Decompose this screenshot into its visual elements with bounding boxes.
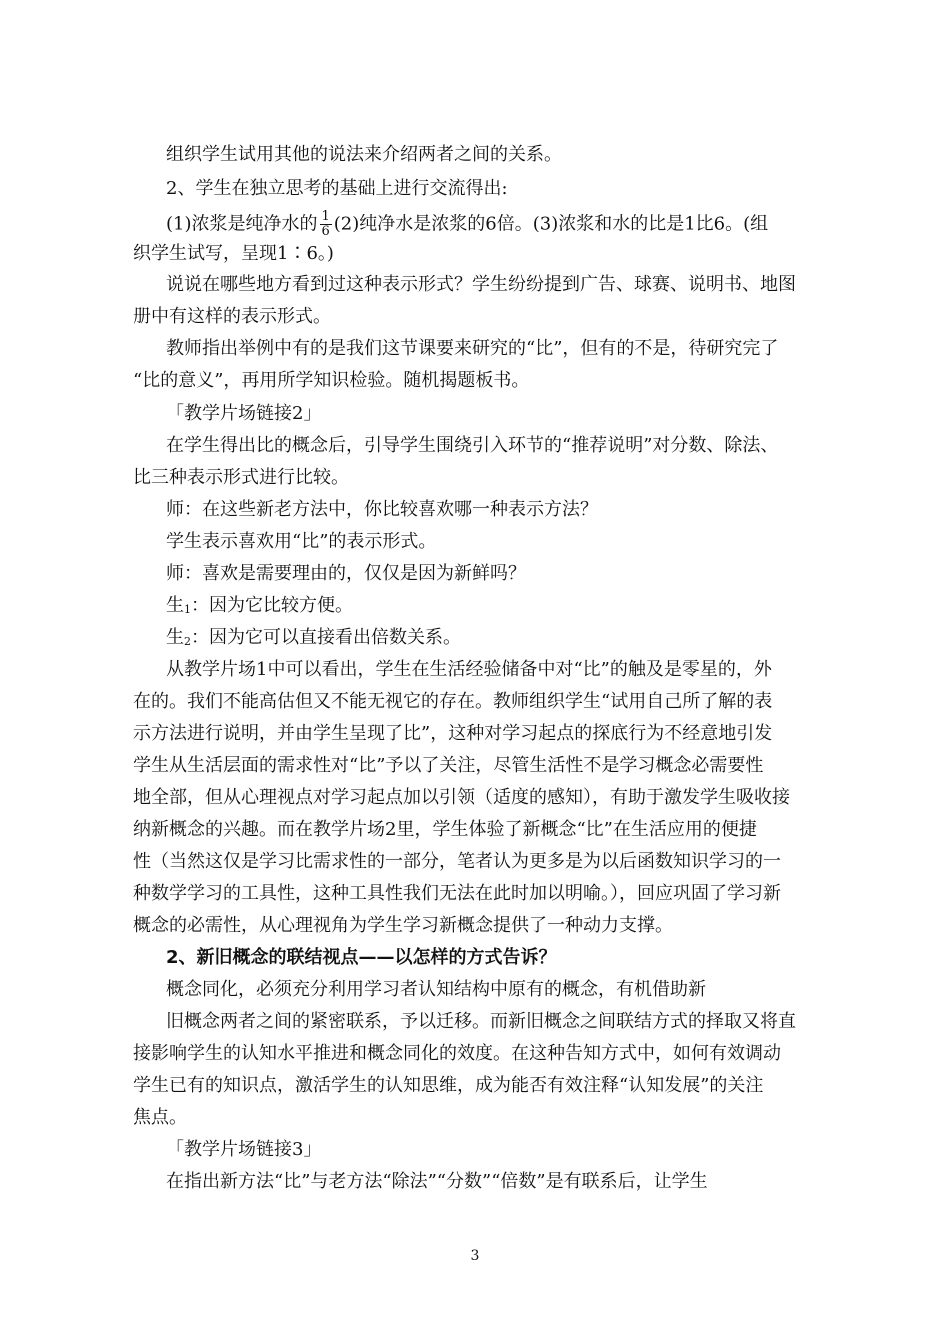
paragraph-line: 性（当然这仅是学习比需求性的一部分，笔者认为更多是为以后函数知识学习的一 [133,851,781,872]
speaker: 生 [166,627,184,648]
paragraph-line: 地全部，但从心理视点对学习起点加以引领（适度的感知），有助于激发学生吸收接 [133,787,790,808]
dialogue-line [166,593,353,623]
section-heading: 2、新旧概念的联结视点——以怎样的方式告诉？ [166,947,557,968]
paragraph-line: 学生从生活层面的需求性对“比”予以了关注，尽管生活性不是学习概念必需要性 [133,755,764,776]
paragraph-line: 在学生得出比的概念后，引导学生围绕引入环节的“推荐说明”对分数、除法、 [166,435,779,456]
paragraph-line: 接影响学生的认知水平推进和概念同化的效度。在这种告知方式中，如何有效调动 [133,1043,781,1064]
paragraph-line: 概念的必需性，从心理视角为学生学习新概念提供了一种动力支撑。 [133,915,673,936]
text-segment: (2)纯净水是浓浆的6倍。(3)浓浆和水的比是1比6。(组 [333,213,769,235]
text-segment: (1)浓浆是纯净水的 [166,213,318,235]
paragraph-line: 组织学生试用其他的说法来介绍两者之间的关系。 [166,144,562,165]
dialogue-line [166,625,461,655]
paragraph-line: 在的。我们不能高估但又不能无视它的存在。教师组织学生“试用自己所了解的表 [133,691,773,712]
paragraph-line: 种数学学习的工具性，这种工具性我们无法在此时加以明喻。），回应巩固了学习新 [133,883,781,904]
paragraph-line: 示方法进行说明，并由学生呈现了比”，这种对学习起点的探底行为不经意地引发 [133,723,773,744]
fraction-numerator: 1 [321,209,330,224]
fraction-one-sixth [320,210,332,239]
speech: ：因为它比较方便。 [191,595,353,616]
section-link-heading: 「教学片场链接3」 [166,1139,322,1160]
page-number: 3 [470,1248,480,1264]
paragraph-line: 2、学生在独立思考的基础上进行交流得出: [166,178,508,199]
paragraph-line: 册中有这样的表示形式。 [133,306,331,327]
dialogue-line: 学生表示喜欢用“比”的表示形式。 [166,531,437,552]
paragraph-line: 学生已有的知识点，激活学生的认知思维，成为能否有效注释“认知发展”的关注 [133,1075,764,1096]
dialogue-line: 师：在这些新老方法中，你比较喜欢哪一种表示方法？ [166,499,598,520]
paragraph-line: 焦点。 [133,1107,187,1128]
fraction-denominator: 6 [321,224,330,239]
speaker-subscript: 1 [184,603,191,616]
paragraph-line: 概念同化，必须充分利用学习者认知结构中原有的概念，有机借助新 [166,979,706,1000]
dialogue-line: 师：喜欢是需要理由的，仅仅是因为新鲜吗？ [166,563,526,584]
speaker-subscript: 2 [184,635,191,648]
paragraph-line: 说说在哪些地方看到过这种表示形式？学生纷纷提到广告、球赛、说明书、地图 [166,274,796,295]
speaker: 生 [166,595,184,616]
paragraph-line: “比的意义”，再用所学知识检验。随机揭题板书。 [133,370,530,391]
speech: ：因为它可以直接看出倍数关系。 [191,627,461,648]
paragraph-line: 在指出新方法“比”与老方法“除法”“分数”“倍数”是有联系后，让学生 [166,1171,708,1192]
paragraph-line-with-fraction [166,210,768,239]
paragraph-line: 教师指出举例中有的是我们这节课要来研究的“比”，但有的不是，待研究完了 [166,338,779,359]
section-link-heading: 「教学片场链接2」 [166,403,322,424]
paragraph-line: 织学生试写，呈现1∶6。) [133,243,334,264]
paragraph-line: 从教学片场1中可以看出，学生在生活经验储备中对“比”的触及是零星的，外 [166,659,772,680]
paragraph-line: 纳新概念的兴趣。而在教学片场2里，学生体验了新概念“比”在生活应用的便捷 [133,819,757,840]
paragraph-line: 比三种表示形式进行比较。 [133,467,349,488]
paragraph-line: 旧概念两者之间的紧密联系，予以迁移。而新旧概念之间联结方式的择取又将直 [166,1011,796,1032]
